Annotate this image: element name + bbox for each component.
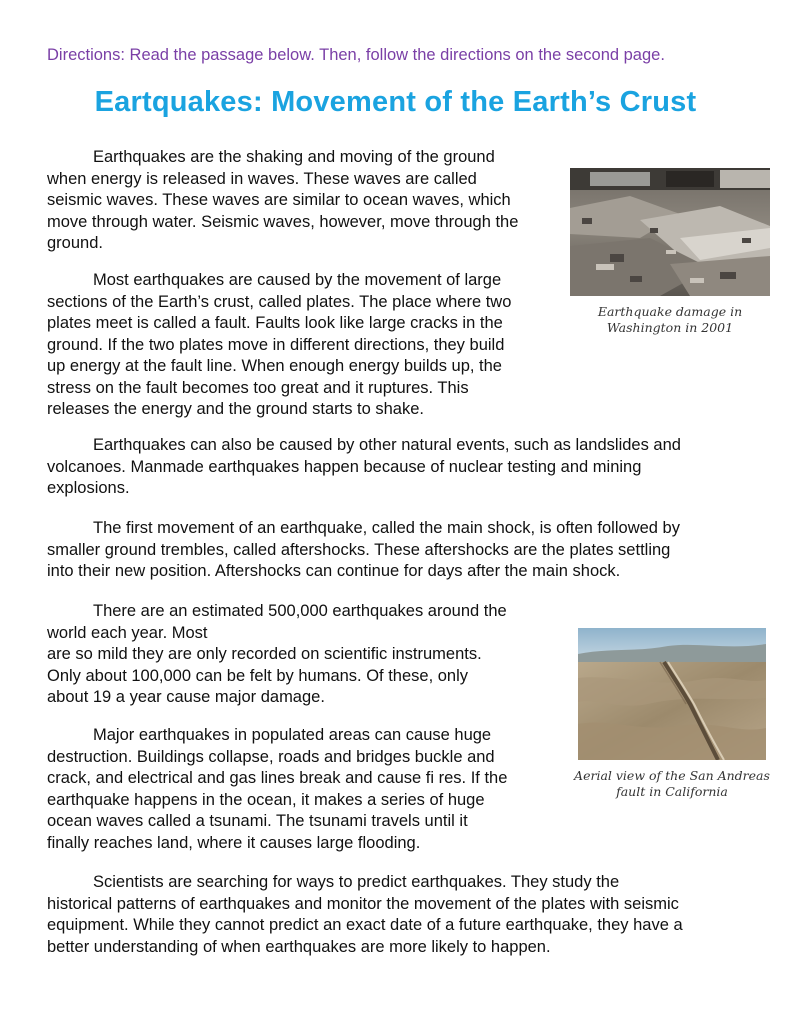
paragraph-line: ground. If the two plates move in different directions, they build	[47, 335, 505, 354]
paragraph-line: Only about 100,000 can be felt by humans. Of these, only	[47, 666, 469, 685]
paragraph-line: smaller ground trembles, called aftershocks. These aftershocks are the plates settling	[47, 540, 671, 559]
earthquake-damage-photo	[570, 168, 770, 296]
paragraph-line: seismic waves. These waves are similar to ocean waves, which	[47, 191, 511, 209]
paragraph-line: finally reaches land, where it causes large flooding.	[47, 833, 421, 852]
paragraph-line: into their new position. Aftershocks can continue for days after the main shock.	[47, 562, 621, 580]
paragraph-line: explosions.	[47, 479, 130, 497]
paragraph-line: stress on the fault becomes too great and it ruptures. This	[47, 378, 469, 397]
fault-photo-caption	[570, 768, 774, 800]
paragraph-3	[47, 435, 681, 500]
paragraph-line: historical patterns of earthquakes and monitor the movement of the plates with seismic	[47, 894, 679, 913]
paragraph-6	[47, 725, 507, 854]
paragraph-line: releases the energy and the ground starts to shake.	[47, 400, 424, 418]
paragraph-line: equipment. While they cannot predict an exact date of a future earthquake, they have a	[47, 916, 683, 934]
paragraph-line: world each year. Most	[47, 623, 208, 642]
paragraph-line: Earthquakes can also be caused by other natural events, such as landslides and	[93, 436, 681, 454]
paragraph-line: There are an estimated 500,000 earthquakes around the	[93, 602, 507, 620]
paragraph-line: plates meet is called a fault. Faults look like large cracks in the	[47, 314, 503, 332]
directions-text: Directions: Read the passage below. Then, follow the directions on the second page.	[47, 46, 665, 64]
paragraph-4	[47, 518, 680, 583]
paragraph-line: ocean waves called a tsunami. The tsunami travels until it	[47, 812, 468, 830]
paragraph-1	[47, 147, 518, 255]
caption-line: Aerial view of the San Andreas	[574, 768, 770, 783]
paragraph-line: when energy is released in waves. These waves are called	[47, 169, 477, 188]
caption-line: Washington in 2001	[606, 320, 734, 335]
paragraph-line: Most earthquakes are caused by the movement of large	[93, 271, 502, 289]
paragraph-line: ground.	[47, 234, 103, 252]
caption-line: fault in California	[616, 784, 728, 799]
paragraph-line: volcanoes. Manmade earthquakes happen because of nuclear testing and mining	[47, 457, 642, 476]
paragraph-line: earthquake happens in the ocean, it makes a series of huge	[47, 790, 485, 809]
san-andreas-fault-photo	[578, 628, 766, 760]
damage-photo-caption	[570, 304, 770, 336]
caption-line: Earthquake damage in	[597, 304, 743, 319]
paragraph-line: sections of the Earth’s crust, called plates. The place where two	[47, 292, 512, 311]
paragraph-line: about 19 a year cause major damage.	[47, 688, 325, 706]
earthquake-damage-image	[570, 168, 770, 296]
paragraph-7	[47, 872, 683, 958]
paragraph-line: Earthquakes are the shaking and moving of the ground	[93, 148, 495, 166]
paragraph-line: Major earthquakes in populated areas can cause huge	[93, 726, 492, 744]
page-title: Eartquakes: Movement of the Earth’s Crust	[94, 86, 697, 118]
paragraph-line: Scientists are searching for ways to predict earthquakes. They study the	[93, 873, 620, 891]
paragraph-line: crack, and electrical and gas lines break and cause fi res. If the	[47, 769, 508, 787]
paragraph-line: The first movement of an earthquake, called the main shock, is often followed by	[93, 519, 680, 537]
paragraph-line: are so mild they are only recorded on scientific instruments.	[47, 645, 482, 663]
paragraph-2	[47, 270, 511, 421]
paragraph-line: better understanding of when earthquakes are more likely to happen.	[47, 937, 551, 956]
paragraph-line: up energy at the fault line. When enough energy builds up, the	[47, 357, 502, 375]
paragraph-line: move through water. Seismic waves, however, move through the	[47, 212, 519, 231]
paragraph-line: destruction. Buildings collapse, roads and bridges buckle and	[47, 747, 495, 766]
aerial-fault-image	[578, 628, 766, 760]
paragraph-5	[47, 601, 507, 709]
